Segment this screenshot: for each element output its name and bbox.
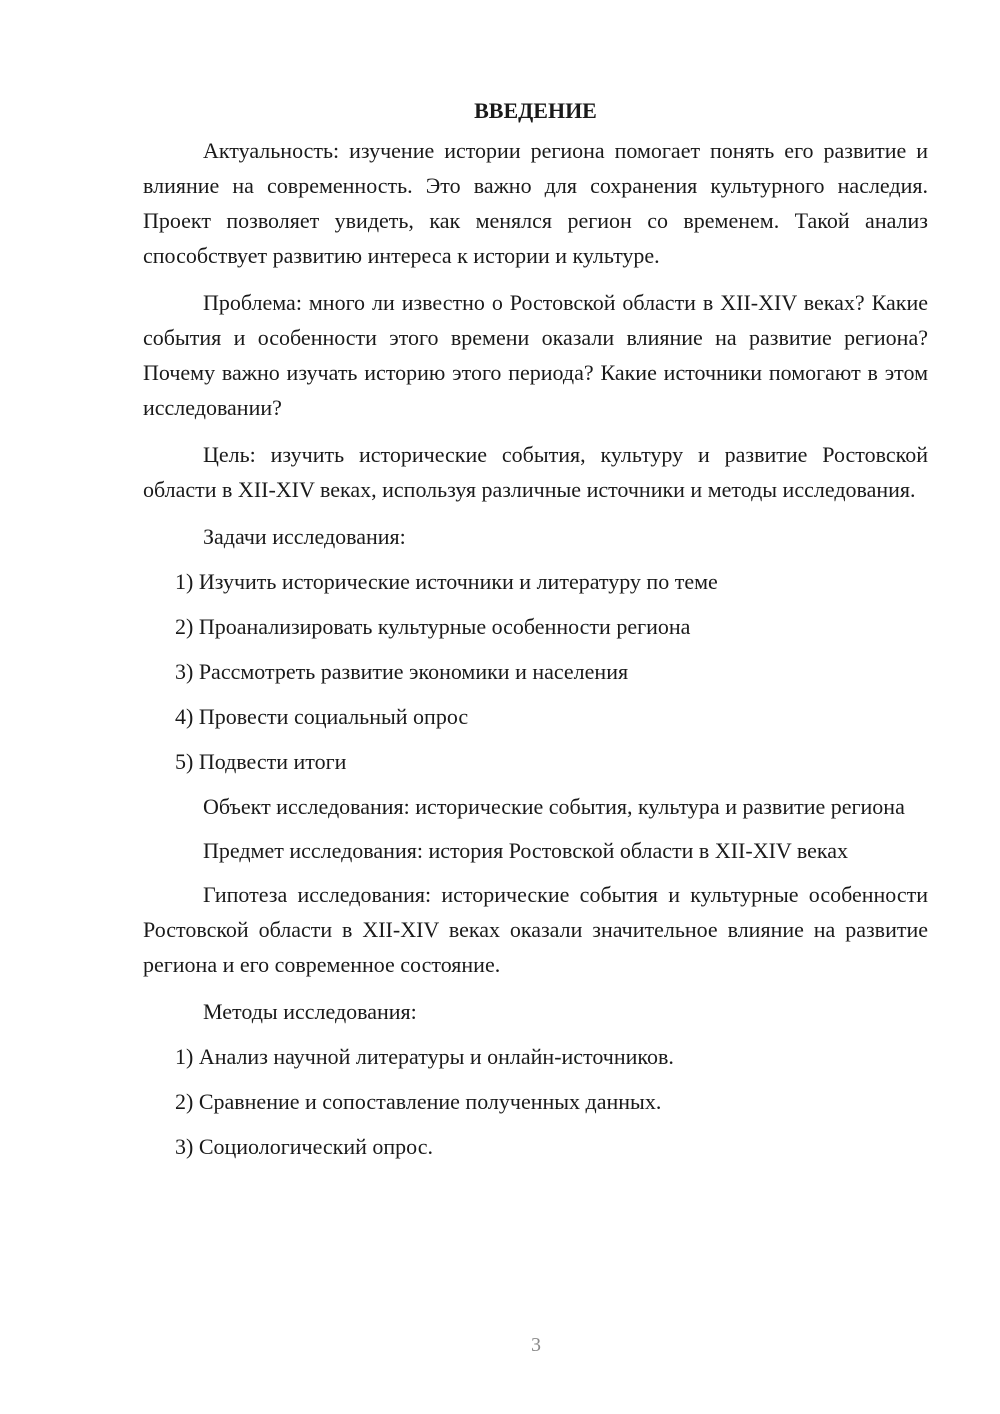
task-item: 4) Провести социальный опрос bbox=[175, 704, 469, 729]
hypothesis-paragraph: Гипотеза исследования: исторические события и культурные особенности Ростовской области в XII-XIV веках оказали значительное влияние на развитие региона и его современное состояние. bbox=[143, 882, 928, 977]
method-item: 1) Анализ научной литературы и онлайн-источников. bbox=[175, 1044, 674, 1069]
method-item: 2) Сравнение и сопоставление полученных данных. bbox=[175, 1089, 662, 1114]
problem-paragraph: Проблема: много ли известно о Ростовской области в XII-XIV веках? Какие события и особенности этого времени оказали влияние на развитие региона? Почему важно изучать историю этого периода? Какие источники помогают в этом исследовании? bbox=[143, 290, 928, 420]
page-title: ВВЕДЕНИЕ bbox=[474, 98, 597, 123]
task-item: 5) Подвести итоги bbox=[175, 749, 347, 774]
task-item: 2) Проанализировать культурные особенности региона bbox=[175, 614, 691, 639]
methods-list bbox=[143, 1039, 928, 1164]
object-paragraph: Объект исследования: исторические события, культура и развитие региона bbox=[203, 794, 905, 819]
relevance-paragraph: Актуальность: изучение истории региона помогает понять его развитие и влияние на современность. Это важно для сохранения культурного наследия. Проект позволяет увидеть, как менялся регион со временем. Такой анализ способствует развитию интереса к истории и культуре. bbox=[143, 138, 928, 268]
task-item: 3) Рассмотреть развитие экономики и населения bbox=[175, 659, 629, 684]
page-number: 3 bbox=[531, 1334, 541, 1356]
tasks-list bbox=[143, 564, 928, 779]
task-item: 1) Изучить исторические источники и литературу по теме bbox=[175, 569, 718, 594]
document-page bbox=[143, 88, 928, 1174]
methods-label: Методы исследования: bbox=[203, 999, 417, 1024]
goal-paragraph: Цель: изучить исторические события, культуру и развитие Ростовской области в XII-XIV веках, используя различные источники и методы исследования. bbox=[143, 442, 928, 502]
subject-paragraph: Предмет исследования: история Ростовской области в XII-XIV веках bbox=[203, 838, 849, 863]
method-item: 3) Социологический опрос. bbox=[175, 1134, 433, 1159]
tasks-label: Задачи исследования: bbox=[203, 524, 406, 549]
